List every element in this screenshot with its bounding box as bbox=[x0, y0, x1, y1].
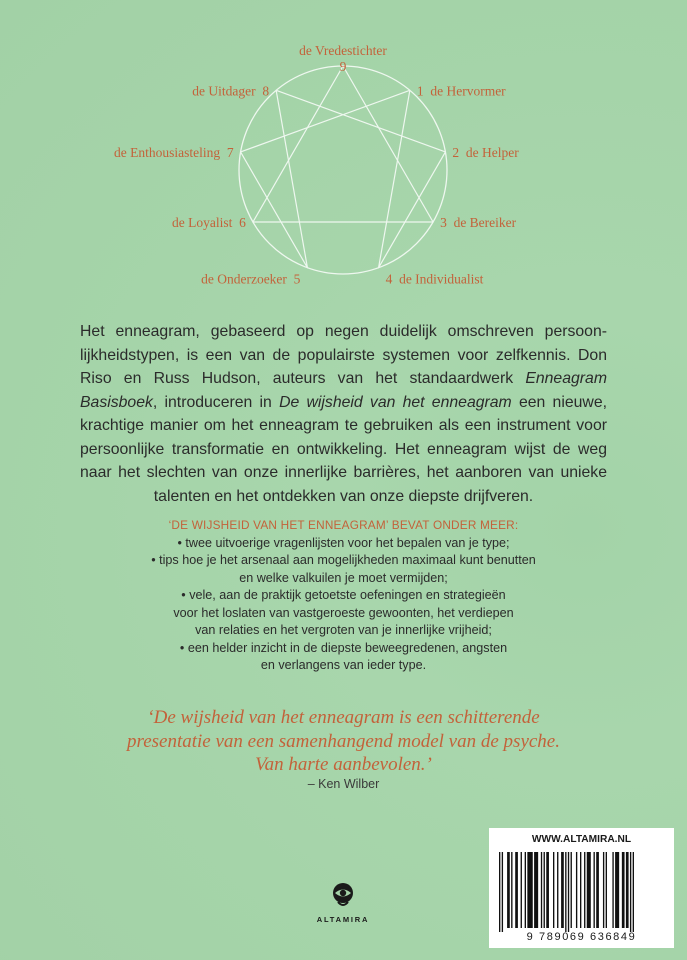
quote-line: Van harte aanbevolen.’ bbox=[255, 754, 432, 775]
intro-paragraph: Het enneagram, gebaseerd op negen duidelijk omschreven persoon-lijkheidstypen, is een van de populairste systemen voor zelfkennis. Don Riso en Russ Hudson, auteurs van het standaardwerk Enneagram Basisboek, introduceren in De wijsheid van het enneagram een nieuwe, krachtige manier om het enneagram te gebruiken als een instrument voor persoonlijke transformatie en ontwikkeling. Het enneagram wijst de weg naar het slechten van onze innerlijke barrières, het aanboren van unieke talenten en het ontdekken van onze diepste drijfveren. bbox=[80, 323, 607, 505]
barcode-bar bbox=[561, 852, 564, 928]
quote-line: ‘De wijsheid van het enneagram is een schitterende bbox=[147, 707, 540, 728]
enneagram-diagram bbox=[0, 0, 687, 300]
type-label-8: de Uitdager 8 bbox=[192, 83, 270, 99]
contents-line: van relaties en het vergroten van je innerlijke vrijheid; bbox=[195, 623, 492, 637]
barcode-bar bbox=[511, 852, 512, 928]
enneagram-lines bbox=[239, 66, 447, 274]
barcode-bar bbox=[525, 852, 526, 928]
type-label-4: 4 de Individualist bbox=[385, 271, 484, 287]
type-label-2: 2 de Helper bbox=[452, 144, 519, 160]
contents-line: • een helder inzicht in de diepste beweegredenen, angsten bbox=[179, 640, 508, 655]
barcode-bar bbox=[606, 852, 607, 928]
barcode-bar bbox=[612, 852, 613, 928]
publisher-url: WWW.ALTAMIRA.NL bbox=[531, 834, 632, 845]
publisher-logo bbox=[310, 882, 376, 924]
barcode-bar bbox=[515, 852, 518, 928]
type-name-9: de Vredestichter bbox=[299, 43, 387, 58]
enneagram-hexad bbox=[241, 90, 446, 267]
barcode-bar bbox=[541, 852, 542, 928]
barcode-bar bbox=[571, 852, 572, 928]
contents-line: en welke valkuilen je moet vermijden; bbox=[239, 570, 448, 585]
barcode-bar bbox=[568, 852, 569, 932]
type-label-5: de Onderzoeker 5 bbox=[201, 271, 301, 287]
enneagram-labels bbox=[114, 43, 519, 287]
type-label-7: de Enthousiasteling 7 bbox=[113, 144, 234, 160]
book-title-wijsheid: De wijsheid van het enneagram bbox=[279, 393, 512, 411]
quote-line: presentatie van een samenhangend model van de psyche. bbox=[127, 730, 560, 752]
type-label-6: de Loyalist 6 bbox=[172, 215, 246, 230]
barcode-bar bbox=[594, 852, 595, 928]
barcode-bar bbox=[626, 852, 629, 928]
barcode-bar bbox=[565, 852, 566, 932]
enneagram-circle bbox=[239, 66, 447, 274]
barcode-panel bbox=[489, 828, 674, 948]
barcode bbox=[497, 852, 666, 932]
barcode-bar bbox=[534, 852, 538, 928]
barcode-bar bbox=[544, 852, 545, 928]
barcode-bar bbox=[615, 852, 619, 928]
isbn-number: 9 789069 636849 bbox=[526, 931, 637, 943]
contents-line: • twee uitvoerige vragenlijsten voor het bepalen van je type; bbox=[177, 535, 510, 550]
barcode-bar bbox=[546, 852, 549, 928]
barcode-bar bbox=[527, 852, 532, 928]
barcode-bar bbox=[630, 852, 631, 932]
book-title-basisboek: Enneagram Basisboek bbox=[80, 370, 607, 411]
contents-line: voor het loslaten van vastgeroeste gewoonten, het verdiepen bbox=[173, 605, 514, 620]
barcode-bar bbox=[499, 852, 500, 932]
barcode-bar bbox=[580, 852, 581, 928]
barcode-bar bbox=[622, 852, 625, 928]
contents-heading: ‘DE WIJSHEID VAN HET ENNEAGRAM’ BEVAT ONDER MEER: bbox=[168, 518, 519, 532]
barcode-bar bbox=[576, 852, 577, 928]
barcode-bar bbox=[633, 852, 634, 932]
type-number-9: 9 bbox=[339, 59, 347, 74]
enneagram-triangle bbox=[253, 66, 433, 222]
contents-line: • vele, aan de praktijk getoetste oefeningen en strategieën bbox=[181, 588, 506, 602]
barcode-bar bbox=[507, 852, 510, 928]
contents-line: • tips hoe je het arsenaal aan mogelijkheden maximaal kunt benutten bbox=[151, 553, 536, 567]
barcode-bar bbox=[557, 852, 558, 928]
contents-list bbox=[110, 517, 577, 675]
barcode-bar bbox=[587, 852, 591, 928]
barcode-bar bbox=[521, 852, 522, 928]
barcode-bar bbox=[553, 852, 554, 928]
barcode-bar bbox=[603, 852, 604, 928]
publisher-name: ALTAMIRA bbox=[316, 915, 370, 924]
type-label-1: 1 de Hervormer bbox=[416, 83, 506, 99]
barcode-bar bbox=[596, 852, 599, 928]
barcode-bar bbox=[502, 852, 503, 932]
review-quote bbox=[100, 706, 587, 777]
contents-line: en verlangens van ieder type. bbox=[260, 658, 427, 672]
altamira-logo-icon bbox=[332, 882, 354, 908]
type-label-3: 3 de Bereiker bbox=[440, 215, 517, 230]
quote-attribution: – Ken Wilber bbox=[307, 777, 380, 791]
barcode-bar bbox=[584, 852, 585, 928]
